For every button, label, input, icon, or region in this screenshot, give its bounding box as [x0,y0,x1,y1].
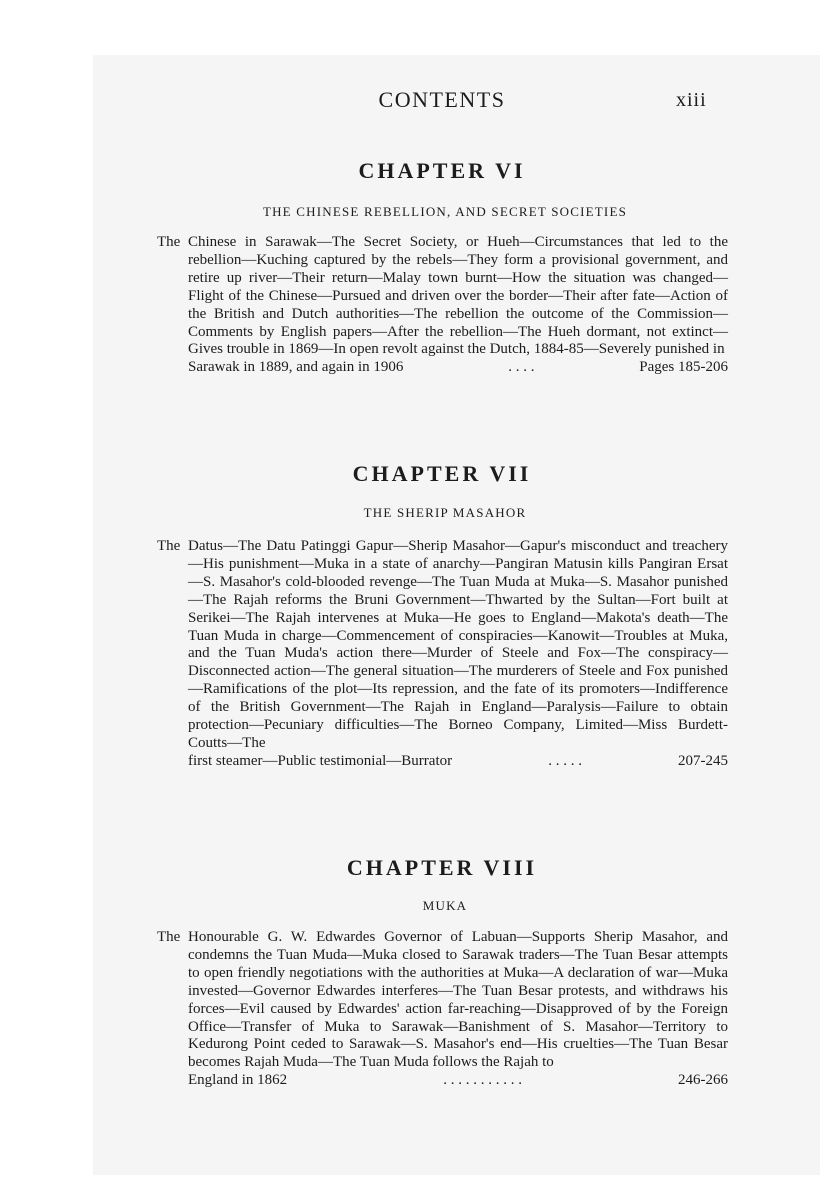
running-head [0,87,840,117]
dot-leader: . . . . [508,359,535,376]
chapter-6 [0,158,840,220]
chapter-7-summary [157,538,728,771]
dot-leader: . . . . . . . . . . . [443,1072,522,1089]
chapter-8-summary [157,929,728,1090]
chapter-7 [0,461,840,521]
summary-last-line [188,1072,728,1090]
summary-last-text: England in 1862 [188,1072,288,1089]
summary-last-line [188,359,728,377]
dot-leader: . . . . . [548,752,582,769]
chapter-heading: CHAPTER VIII [346,855,538,880]
summary-text: Chinese in Sarawak—The Secret Society, or Hueh—Circumstances that led to the rebellion—Kuching captured by the rebels—They form a provisional government, and retire up river—Their return—Malay town burnt—How the situation was changed—Flight of the Chinese—Pursued and driven over the border—Their after fate—Action of the British and Dutch authorities—The rebellion the outcome of the Commission—Comments by English papers—After the rebellion—The Hueh dormant, not extinct—Gives trouble in 1869—In open revolt against the Dutch, 1884-85—Severely punished in [188,234,728,358]
chapter-8 [0,855,840,914]
page-range: 207-245 [678,752,728,769]
chapter-subtitle: THE SHERIP MASAHOR [363,505,527,520]
page-range: Pages 185-206 [639,359,728,376]
chapter-subtitle: MUKA [422,898,468,913]
summary-last-line [188,753,728,771]
chapter-6-summary [157,234,728,377]
chapter-subtitle: THE CHINESE REBELLION, AND SECRET SOCIETIES [262,204,628,219]
summary-last-text: Sarawak in 1889, and again in 1906 [188,359,404,376]
summary-lead-word: The [157,538,181,554]
chapter-heading: CHAPTER VI [358,158,526,183]
page-range: 246-266 [678,1072,728,1089]
chapter-heading: CHAPTER VII [352,461,532,486]
summary-lead-word: The [157,929,181,945]
summary-lead-word: The [157,234,181,250]
summary-last-text: first steamer—Public testimonial—Burrator [188,752,453,769]
running-title: CONTENTS [378,87,506,112]
summary-text: Honourable G. W. Edwardes Governor of Labuan—Supports Sherip Masahor, and condemns the Tuan Muda—Muka closed to Sarawak traders—The Tuan Besar attempts to open friendly negotiations with the authorities at Muka—A declaration of war—Muka invested—Governor Edwardes interferes—The Tuan Besar protests, and withdraws his forces—Evil caused by Edwardes' action far-reaching—Disapproved of by the Foreign Office—Transfer of Muka to Sarawak—Banishment of S. Masahor—Territory to Kedurong Point ceded to Sarawak—S. Masahor's end—His cruelties—The Tuan Besar becomes Rajah Muda—The Tuan Muda follows the Rajah to [188,929,728,1071]
summary-text: Datus—The Datu Patinggi Gapur—Sherip Masahor—Gapur's misconduct and treachery—His punishment—Muka in a state of anarchy—Pangiran Matusin kills Pangiran Ersat—S. Masahor's cold-blooded revenge—The Tuan Muda at Muka—S. Masahor punished—The Rajah reforms the Bruni Government—Thwarted by the Sultan—Fort built at Serikei—The Rajah intervenes at Muka—He goes to England—Makota's death—The Tuan Muda in charge—Commencement of conspiracies—Kanowit—Troubles at Muka, and the Tuan Muda's action there—Murder of Steele and Fox—The conspiracy—Disconnected action—The general situation—The murderers of Steele and Fox punished—Ramifications of the plot—Its repression, and the fate of its promoters—Indifference of the British Government—The Rajah in England—Paralysis—Failure to obtain protection—Pecuniary difficulties—The Borneo Company, Limited—Miss Burdett-Coutts—The [188,538,728,751]
page-number: xiii [676,89,707,111]
